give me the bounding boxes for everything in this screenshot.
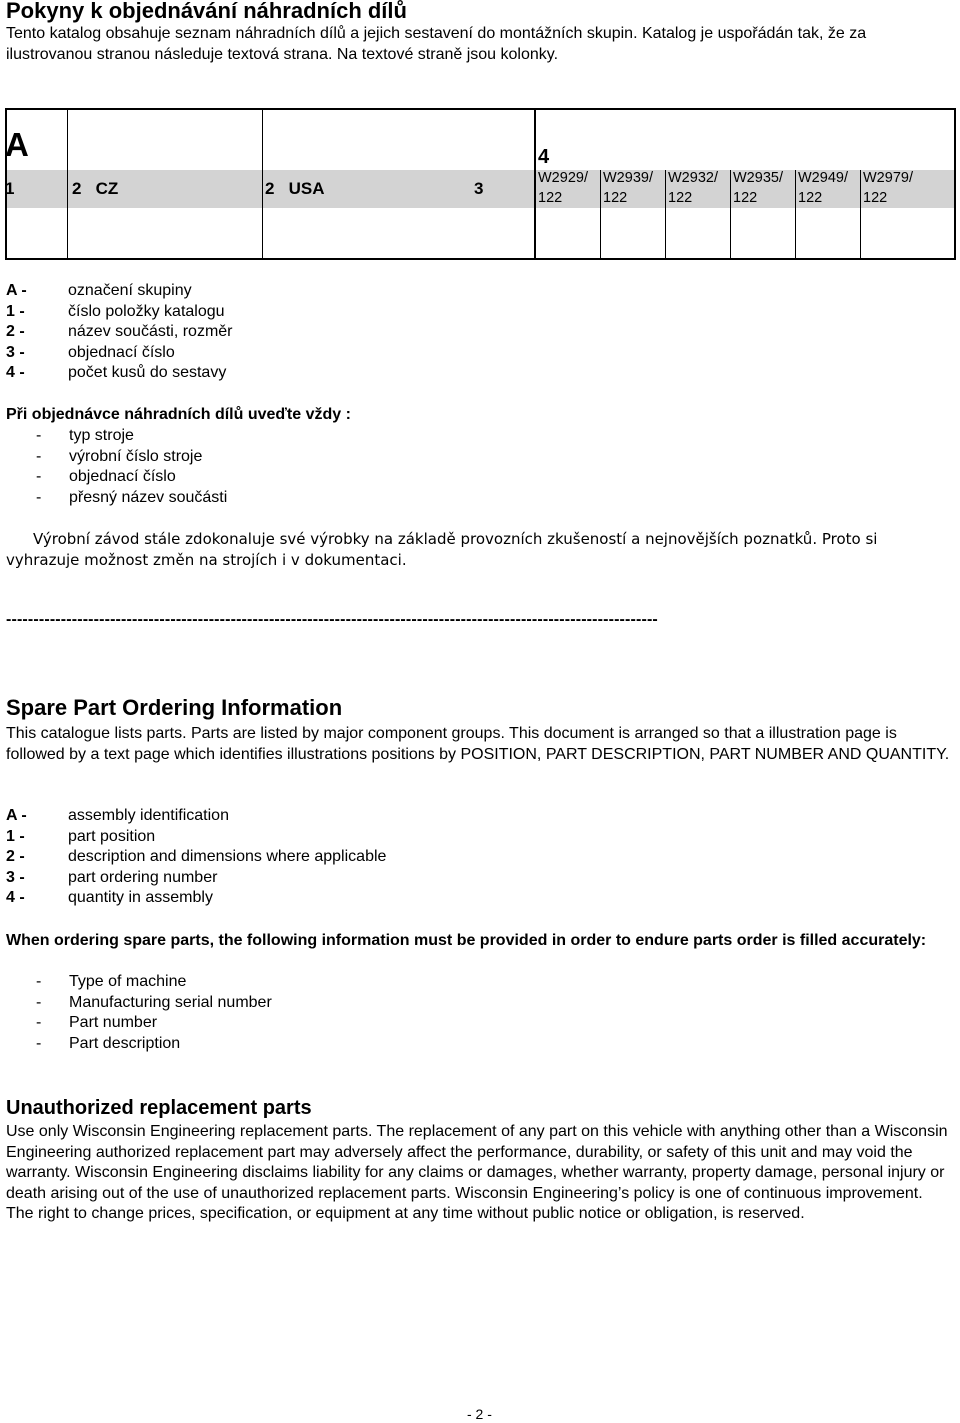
table-divider — [262, 108, 263, 260]
table-group-label: A — [5, 126, 29, 163]
table-model-column: W2979/ 122 — [863, 170, 913, 206]
legend-item: 3 - objednací číslo — [6, 343, 175, 361]
table-divider — [860, 170, 861, 260]
table-divider — [665, 170, 666, 260]
list-item: - Type of machine — [36, 973, 187, 990]
legend-item: 1 - part position — [6, 827, 156, 845]
table-divider — [534, 108, 536, 260]
en-unauthorized-text: Use only Wisconsin Engineering replacement parts. The replacement of any part on this vehicle with anything other than a Wisconsin Engineering authorized replacement part may adversely affect the performance, durability, or safety of this unit and may void the warranty. Wisconsin Engineering disclaims liability for any claims or damages, whether warranty, property damage, personal injury or death arising out of the use of unauthorized replacement parts. Wisconsin Engineering’s policy is one of continuous improvement. The right to change prices, specification, or equipment at any time without public notice or obligation, is reserved. — [6, 1123, 948, 1223]
cz-notice: Výrobní závod stále zdokonaluje své výrobky na základě provozních zkušeností a nejnovějších poznatků. Proto si vyhrazuje možnost změn na strojích i v dokumentaci. — [6, 530, 878, 569]
table-divider — [795, 170, 796, 260]
list-item: - výrobní číslo stroje — [36, 447, 203, 465]
legend-item: A - assembly identification — [6, 807, 229, 824]
table-col4-header: 4 — [538, 146, 550, 168]
list-item: - Manufacturing serial number — [36, 993, 272, 1011]
legend-item: 3 - part ordering number — [6, 868, 218, 886]
cz-title: Pokyny k objednávání náhradních dílů — [6, 0, 407, 23]
page-number: - 2 - — [467, 1406, 492, 1422]
table-divider — [600, 170, 601, 260]
cz-legend — [6, 281, 233, 384]
cz-order-heading: Při objednávce náhradních dílů uveďte vždy : — [6, 406, 351, 423]
list-item: - Part number — [36, 1014, 158, 1032]
legend-item: 2 - description and dimensions where applicable — [6, 848, 387, 866]
list-item: - objednací číslo — [36, 468, 176, 486]
list-item: - Part description — [36, 1034, 181, 1052]
table-divider — [730, 170, 731, 260]
table-model-column: W2932/ 122 — [668, 170, 718, 206]
cz-intro: Tento katalog obsahuje seznam náhradních dílů a jejich sestavení do montážních skupin. Katalog je uspořádán tak, že za ilustrovanou stranou následuje textová strana. Na textové straně jsou kolonky. — [6, 25, 867, 63]
en-order-list — [36, 972, 272, 1054]
section-divider: ----------------------------------------------------------------------------------------------------------------------- — [6, 611, 658, 628]
table-model-column: W2939/ 122 — [603, 170, 653, 206]
en-title: Spare Part Ordering Information — [6, 695, 343, 720]
table-col3-header: 3 — [474, 179, 484, 198]
list-item: - přesný název součásti — [36, 488, 228, 506]
table-model-column: W2929/ 122 — [538, 170, 588, 206]
table-col2-usa-header: 2 USA — [265, 179, 325, 198]
cz-order-list — [36, 426, 227, 508]
table-model-column: W2949/ 122 — [798, 170, 848, 206]
list-item: - typ stroje — [36, 427, 134, 444]
legend-item: 2 - název součásti, rozměr — [6, 323, 233, 341]
en-legend — [6, 806, 386, 909]
legend-item: A - označení skupiny — [6, 282, 192, 299]
legend-item: 4 - quantity in assembly — [6, 889, 213, 907]
table-model-column: W2935/ 122 — [733, 170, 783, 206]
table-col2-cz-header: 2 CZ — [72, 179, 119, 198]
table-divider — [67, 108, 68, 260]
en-unauthorized-title: Unauthorized replacement parts — [6, 1097, 312, 1119]
legend-item: 4 - počet kusů do sestavy — [6, 364, 227, 382]
table-col1-header: 1 — [5, 179, 15, 198]
en-intro: This catalogue lists parts. Parts are listed by major component groups. This document is arranged so that a illustration page is followed by a text page which identifies illustrations positions by POSITION, PART DESCRIPTION, PART NUMBER AND QUANTITY. — [6, 725, 950, 763]
en-order-heading: When ordering spare parts, the following information must be provided in order to endure parts order is filled accurately: — [6, 932, 927, 949]
legend-item: 1 - číslo položky katalogu — [6, 302, 225, 320]
